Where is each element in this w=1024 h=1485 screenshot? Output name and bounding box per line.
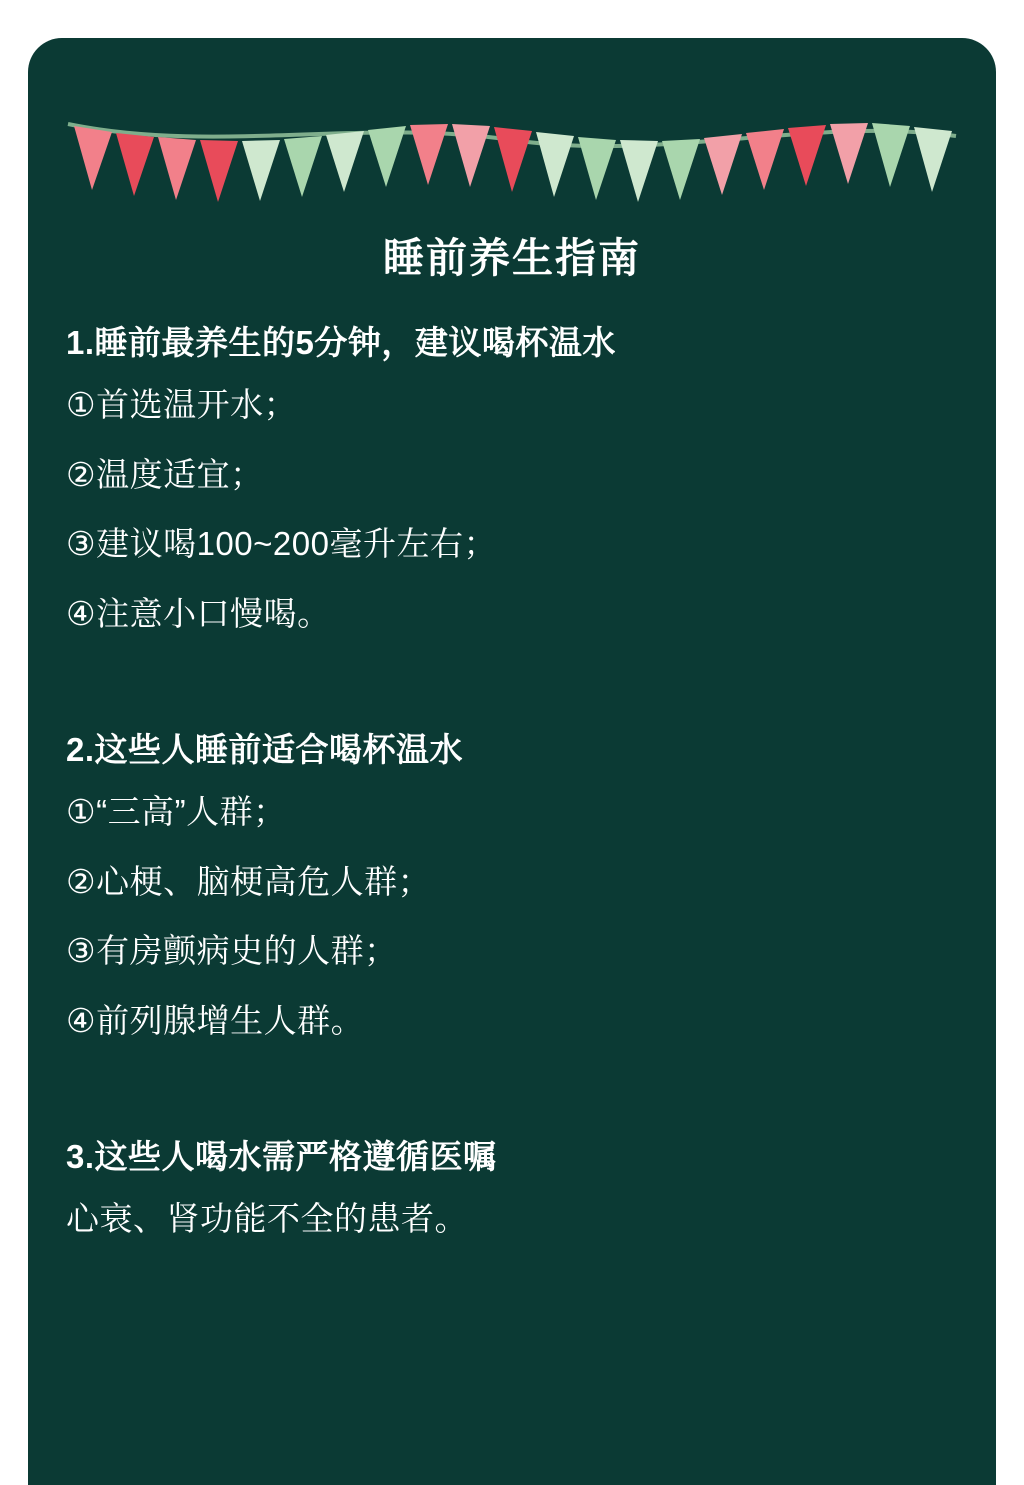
- section-3: [62, 1131, 962, 1246]
- article-card: [28, 38, 996, 1485]
- page-title: 睡前养生指南: [383, 235, 641, 281]
- section-2-heading: 2.这些人睡前适合喝杯温水: [66, 731, 464, 769]
- section-2: [62, 724, 962, 1047]
- bunting-garland-decoration: [64, 110, 960, 220]
- section-1-item-1: ①首选温开水；: [66, 386, 298, 424]
- section-1-heading: 1.睡前最养生的5分钟，建议喝杯温水: [66, 324, 616, 362]
- section-spacer-2: [62, 1063, 962, 1131]
- section-1-item-4: ④注意小口慢喝。: [66, 594, 331, 632]
- section-2-item-3: ③有房颤病史的人群；: [66, 932, 398, 970]
- section-1: [62, 317, 962, 640]
- section-spacer-1: [62, 656, 962, 724]
- article-content: [28, 234, 996, 1262]
- section-3-heading: 3.这些人喝水需严格遵循医嘱: [66, 1138, 497, 1176]
- section-2-item-4: ④前列腺增生人群。: [66, 1001, 365, 1039]
- section-1-item-3: ③建议喝100~200毫升左右；: [66, 525, 497, 563]
- section-2-item-2: ②心梗、脑梗高危人群；: [66, 862, 432, 900]
- section-1-item-2: ②温度适宜；: [66, 455, 264, 493]
- section-3-item-1: 心衰、肾功能不全的患者。: [66, 1200, 468, 1238]
- section-2-item-1: ①“三高”人群；: [66, 793, 287, 831]
